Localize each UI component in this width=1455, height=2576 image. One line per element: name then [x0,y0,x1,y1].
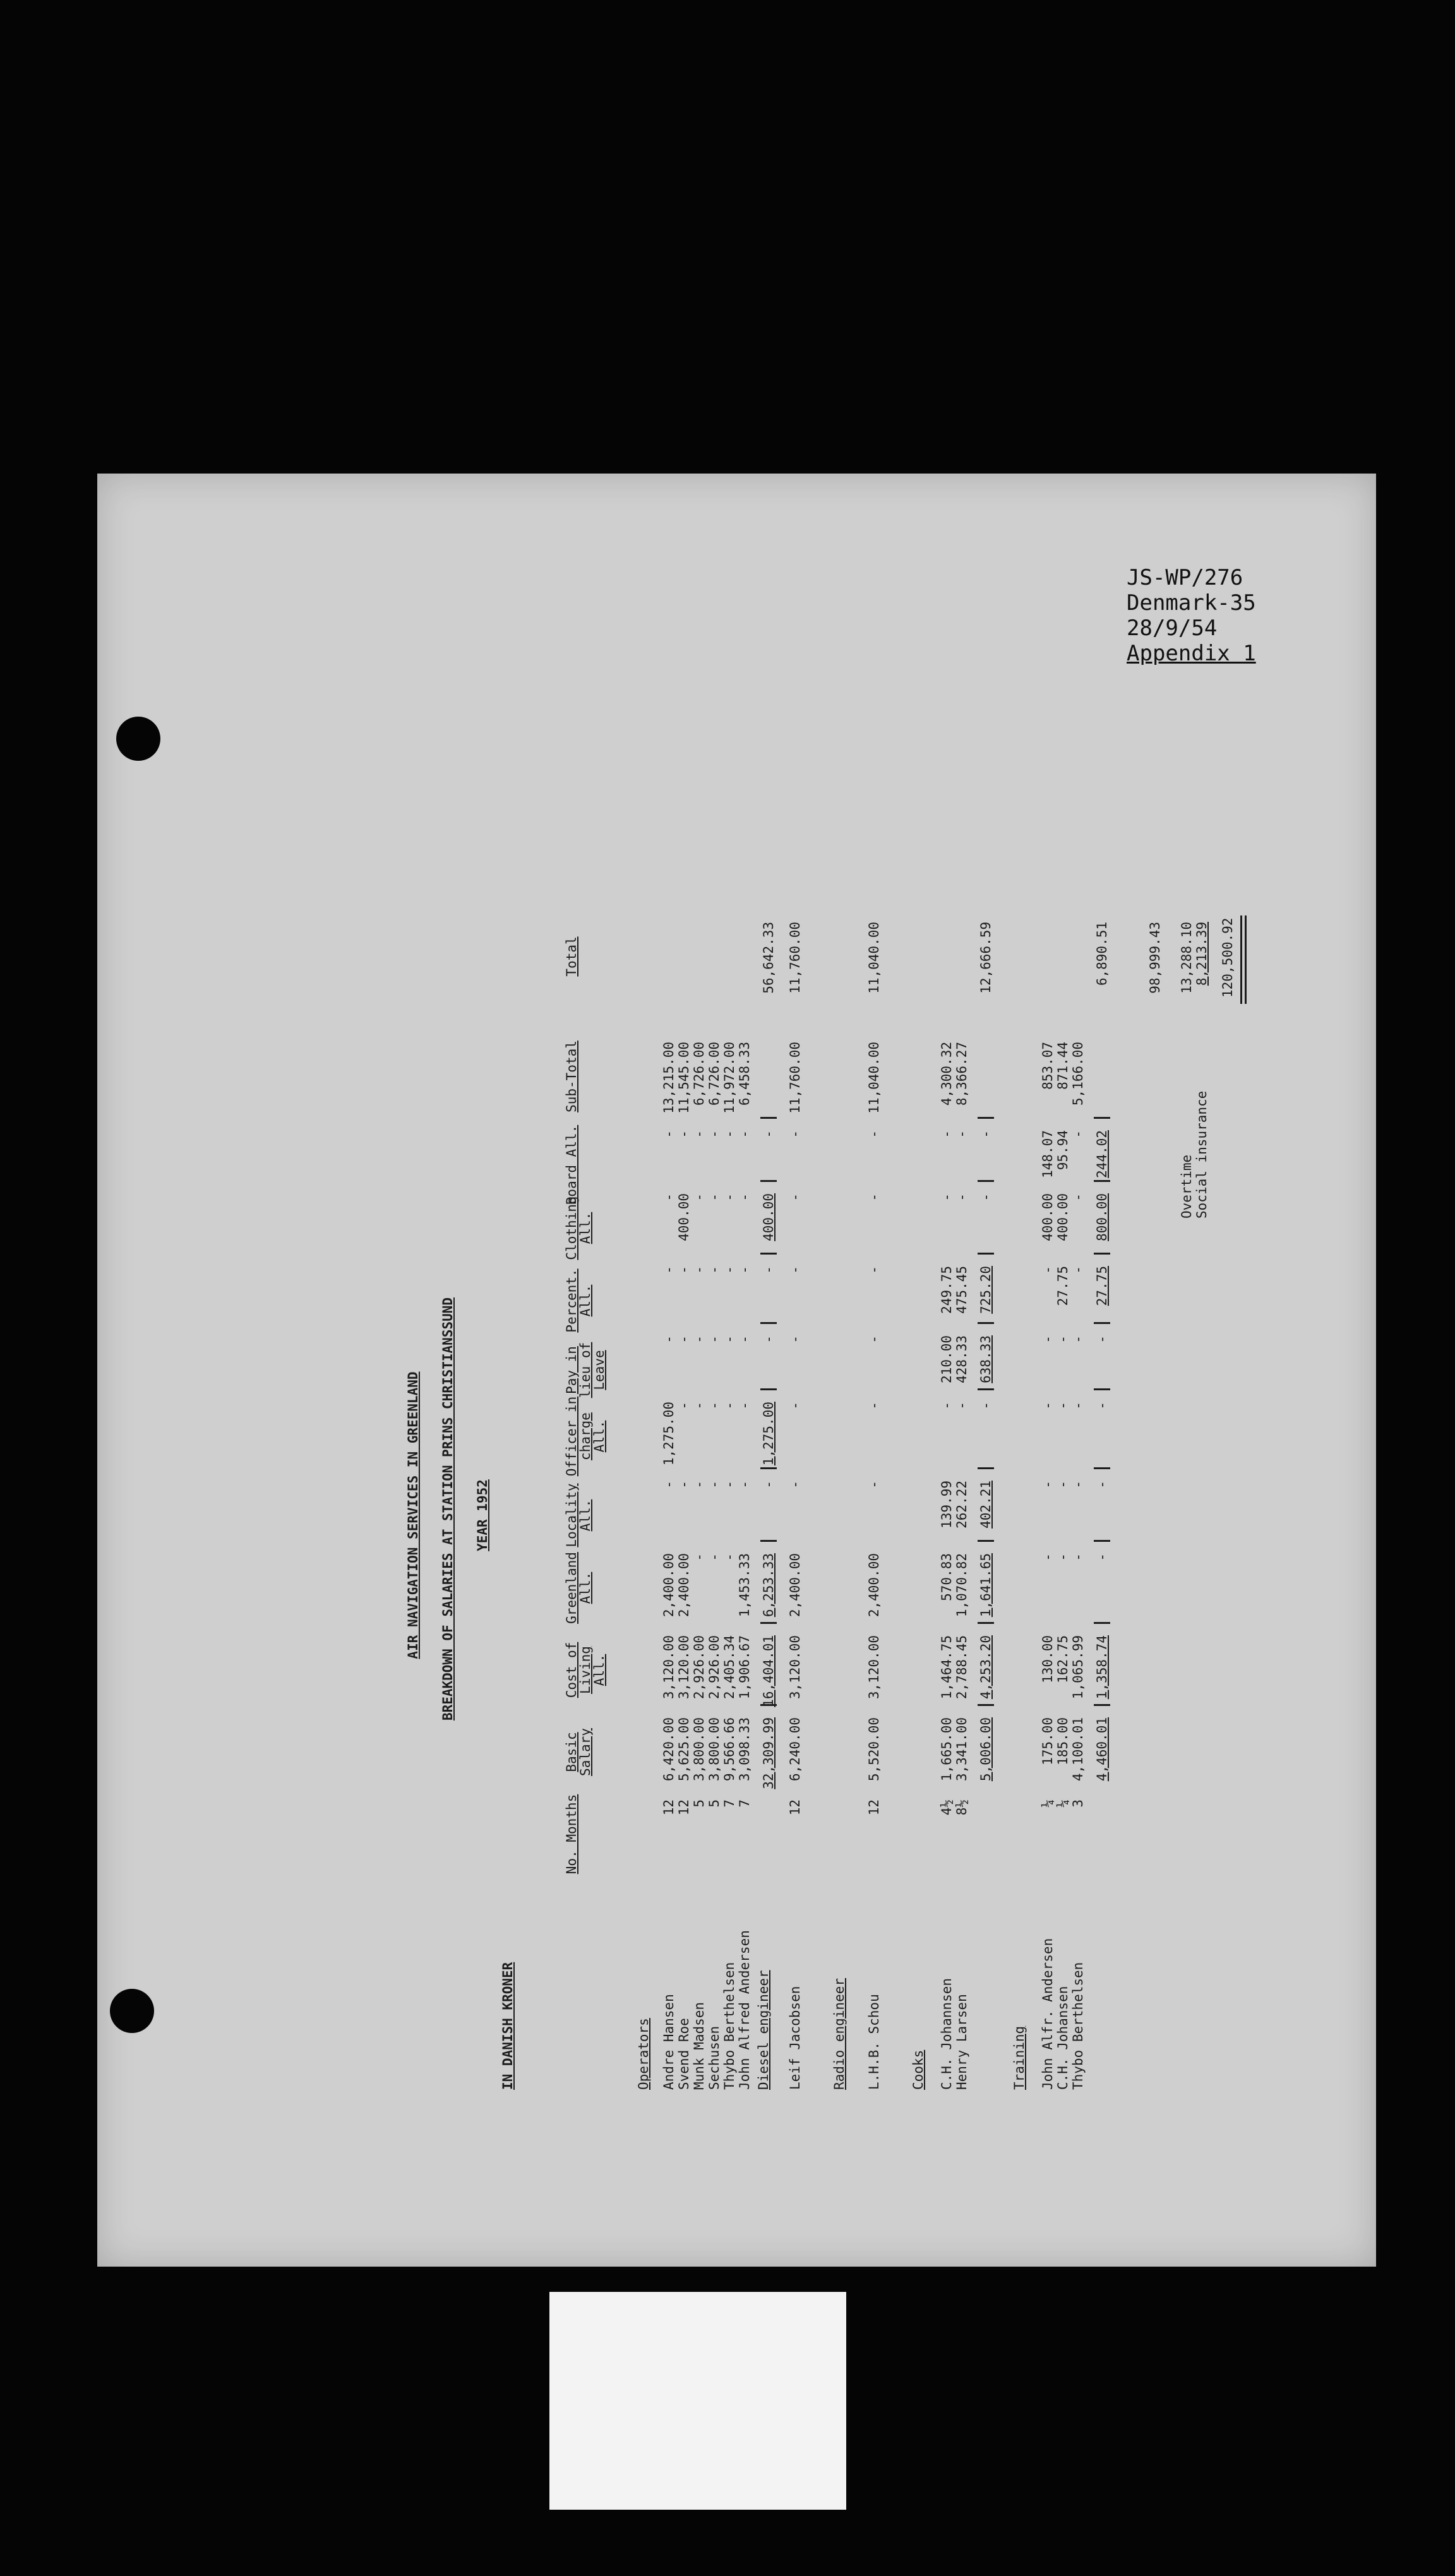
reference-block [1127,565,1256,666]
cell-greenland: - [1070,1553,1086,1561]
cell-officer: - [692,1402,707,1410]
cell-greenland: 2,400.00 [661,1553,676,1618]
row-months: 3 [1070,1799,1086,1808]
cell-leave: - [1055,1335,1070,1344]
cell-basic: 1,665.00 [939,1717,954,1782]
total-percent: 27.75 [1094,1266,1110,1306]
row-months: 5 [707,1799,722,1808]
cell-board: - [1070,1130,1086,1138]
row-months: 7 [722,1799,737,1808]
cell-subtotal: 13,215.00 [661,1042,676,1114]
row-name: Thybo Berthelsen [1070,1962,1086,2090]
cell-basic: 9,566.66 [722,1717,737,1782]
cell-clothing: - [954,1193,969,1202]
cell-board: 95.94 [1055,1130,1070,1171]
cell-col: 1,065.99 [1070,1635,1086,1700]
cell-col: 3,120.00 [676,1635,692,1700]
cell-locality: - [1070,1481,1086,1489]
total-board: 244.02 [1094,1130,1110,1178]
rule-mark [760,1117,777,1119]
cell-board: - [954,1130,969,1138]
cell-clothing: - [722,1193,737,1202]
cell-greenland: 2,400.00 [787,1553,803,1618]
cell-board: - [737,1130,752,1138]
cell-percent: - [707,1266,722,1274]
cell-board: - [866,1130,882,1138]
cell-clothing: - [939,1193,954,1202]
cell-basic: 5,625.00 [676,1717,692,1782]
cell-col: 2,405.34 [722,1635,737,1700]
cell-subtotal: 4,300.32 [939,1042,954,1106]
cell-leave: - [866,1335,882,1344]
cell-locality: - [866,1481,882,1489]
overtime-label: Overtime [1179,1154,1194,1219]
cell-basic: 4,100.01 [1070,1717,1086,1782]
ref-line-4: Appendix 1 [1127,641,1256,666]
cell-col: 1,906.67 [737,1635,752,1700]
header-officer: Officer in charge All. [564,1396,607,1477]
row-months: 4½ [939,1799,954,1816]
title-line-2: BREAKDOWN OF SALARIES AT STATION PRINS CHRISTIANSSUND [440,1297,455,1721]
white-card [549,2292,846,2510]
row-months: 5 [692,1799,707,1808]
row-name: John Alfr. Andersen [1040,1938,1055,2090]
ref-line-1: JS-WP/276 [1127,565,1243,590]
cell-greenland: - [692,1553,707,1561]
cell-col: 3,120.00 [661,1635,676,1700]
cell-subtotal: 11,972.00 [722,1042,737,1114]
total-locality: 402.21 [978,1481,993,1529]
row-months: 12 [661,1799,676,1816]
cell-basic: 175.00 [1040,1717,1055,1765]
ref-line-3: 28/9/54 [1127,616,1218,641]
cell-col: 2,788.45 [954,1635,969,1700]
total-clothing: 800.00 [1094,1193,1110,1241]
cell-col: 3,120.00 [787,1635,803,1700]
double-rule [1240,915,1247,1004]
row-months: 12 [787,1799,803,1816]
cell-officer: - [676,1402,692,1410]
social-insurance-label: Social insurance [1194,1090,1209,1219]
cell-percent: 249.75 [939,1266,954,1314]
cell-board: - [787,1130,803,1138]
total-greenland: 6,253.33 [761,1553,776,1618]
cell-clothing: - [737,1193,752,1202]
cell-locality: - [676,1481,692,1489]
cell-leave: - [722,1335,737,1344]
cell-percent: - [787,1266,803,1274]
cell-leave: - [676,1335,692,1344]
row-name: Svend Roe [676,2018,692,2090]
cell-subtotal: 871.44 [1055,1042,1070,1090]
total-leave: 638.33 [978,1335,993,1383]
cell-basic: 6,240.00 [787,1717,803,1782]
cell-subtotal: 5,166.00 [1070,1042,1086,1106]
cell-percent: - [661,1266,676,1274]
cell-leave: - [737,1335,752,1344]
header-greenland: Greenland All. [564,1552,593,1624]
cell-col: 2,926.00 [707,1635,722,1700]
cell-locality: - [787,1481,803,1489]
cell-col: 1,464.75 [939,1635,954,1700]
cell-leave: 428.33 [954,1335,969,1383]
header-subtotal: Sub-Total [564,1041,579,1112]
cell-board: - [661,1130,676,1138]
row-name: Munk Madsen [692,2001,707,2090]
total-greenland: 1,641.65 [978,1553,993,1618]
row-months: 7 [737,1799,752,1808]
cell-col: 162.75 [1055,1635,1070,1683]
row-months: 8½ [954,1799,969,1816]
punch-hole [110,1989,154,2033]
cell-board: - [692,1130,707,1138]
section-diesel: Diesel engineer [756,1970,771,2090]
total-greenland: - [1094,1553,1110,1561]
cell-clothing: 400.00 [1055,1193,1070,1241]
cell-basic: 3,800.00 [692,1717,707,1782]
total-col: 1,358.74 [1094,1635,1110,1700]
cell-locality: - [661,1481,676,1489]
cell-officer: - [1055,1402,1070,1410]
section-cooks: Cooks [911,2049,926,2090]
row-name: Thybo Berthelsen [722,1962,737,2090]
cell-clothing: 400.00 [1040,1193,1055,1241]
cell-basic: 3,800.00 [707,1717,722,1782]
cell-percent: - [692,1266,707,1274]
cell-greenland: 1,453.33 [737,1553,752,1618]
cell-basic: 3,098.33 [737,1717,752,1782]
cell-greenland: - [1055,1553,1070,1561]
total-clothing: - [978,1193,993,1202]
section-operators: Operators [636,2018,651,2090]
cell-basic: 6,420.00 [661,1717,676,1782]
ref-line-2: Denmark-35 [1127,590,1256,616]
cell-col: 130.00 [1040,1635,1055,1683]
cell-officer: - [954,1402,969,1410]
cell-subtotal: 8,366.27 [954,1042,969,1106]
cell-basic: 5,520.00 [866,1717,882,1782]
row-name: John Alfred Andersen [737,1930,752,2090]
cell-board: - [707,1130,722,1138]
cell-percent: - [676,1266,692,1274]
section-total: 12,666.59 [978,922,993,994]
header-board: Board All. [564,1124,579,1205]
rule-mark [1094,1117,1110,1119]
cell-locality: - [722,1481,737,1489]
cell-subtotal: 853.07 [1040,1042,1055,1090]
row-name: Sechusen [707,2025,722,2090]
cell-leave: - [1040,1335,1055,1344]
total-leave: - [1094,1335,1110,1344]
header-clothing: Clothing All. [564,1196,593,1260]
title-line-3: YEAR 1952 [475,1479,490,1551]
cell-leave: - [692,1335,707,1344]
cell-locality: - [737,1481,752,1489]
row-months: ¼ [1040,1799,1055,1808]
total-officer: - [1094,1402,1110,1410]
cell-subtotal: 11,545.00 [676,1042,692,1114]
cell-leave: - [787,1335,803,1344]
cell-subtotal: 6,458.33 [737,1042,752,1106]
cell-percent: 27.75 [1055,1266,1070,1306]
cell-clothing: - [787,1193,803,1202]
cell-percent: - [866,1266,882,1274]
cell-greenland: 2,400.00 [866,1553,882,1618]
row-name: C.H. Johannsen [939,1977,954,2090]
cell-officer: 1,275.00 [661,1402,676,1466]
cell-subtotal: 11,760.00 [787,1042,803,1114]
cell-greenland: 2,400.00 [676,1553,692,1618]
total-officer: - [978,1402,993,1410]
cell-board: - [722,1130,737,1138]
section-total: 11,040.00 [866,922,882,994]
row-months: 12 [676,1799,692,1816]
cell-greenland: 1,070.82 [954,1553,969,1618]
cell-locality: 262.22 [954,1481,969,1529]
total-percent: - [761,1266,776,1274]
cell-col: 3,120.00 [866,1635,882,1700]
cell-leave: - [707,1335,722,1344]
cell-locality: - [707,1481,722,1489]
section-total: 56,642.33 [761,922,776,994]
cell-locality: - [692,1481,707,1489]
cell-officer: - [1070,1402,1086,1410]
rotated-table [372,890,1319,2090]
cell-officer: - [737,1402,752,1410]
header-basic: Basic Salary [564,1728,593,1776]
header-total: Total [564,936,579,977]
section-total: 6,890.51 [1094,922,1110,986]
summary-subtotal: 98,999.43 [1147,922,1163,994]
total-locality: - [761,1481,776,1489]
total-board: - [761,1130,776,1138]
cell-greenland: - [1040,1553,1055,1561]
cell-clothing: 400.00 [676,1193,692,1241]
total-leave: - [761,1335,776,1344]
grand-total: 120,500.92 [1220,917,1235,998]
cell-clothing: - [707,1193,722,1202]
cell-subtotal: 6,726.00 [692,1042,707,1106]
cell-officer: - [1040,1402,1055,1410]
cell-greenland: - [707,1553,722,1561]
cell-locality: 139.99 [939,1481,954,1529]
cell-basic: 185.00 [1055,1717,1070,1765]
total-officer: 1,275.00 [761,1402,776,1466]
section-training: Training [1012,2025,1027,2090]
currency-label: IN DANISH KRONER [500,1962,515,2090]
cell-officer: - [707,1402,722,1410]
cell-percent: - [737,1266,752,1274]
cell-basic: 3,341.00 [954,1717,969,1782]
total-board: - [978,1130,993,1138]
header-months: No. Months [564,1794,579,1875]
cell-officer: - [722,1402,737,1410]
cell-clothing: - [692,1193,707,1202]
header-col: Cost of Living All. [564,1642,607,1698]
header-leave: Pay in lieu of Leave [564,1342,607,1398]
cell-greenland: 570.83 [939,1553,954,1601]
cell-clothing: - [661,1193,676,1202]
cell-board: 148.07 [1040,1130,1055,1178]
cell-locality: - [1055,1481,1070,1489]
cell-greenland: - [722,1553,737,1561]
section-total: 11,760.00 [787,922,803,994]
total-locality: - [1094,1481,1110,1489]
title-line-1: AIR NAVIGATION SERVICES IN GREENLAND [405,1371,421,1659]
document-page [97,474,1376,2267]
total-col: 4,253.20 [978,1635,993,1700]
row-name: Andre Hansen [661,1994,676,2090]
cell-subtotal: 11,040.00 [866,1042,882,1114]
cell-board: - [676,1130,692,1138]
row-months: ¼ [1055,1799,1070,1808]
cell-leave: - [661,1335,676,1344]
cell-col: 2,926.00 [692,1635,707,1700]
cell-officer: - [866,1402,882,1410]
cell-leave: - [1070,1335,1086,1344]
total-basic: 32,309.99 [761,1717,776,1789]
section-radio: Radio engineer [832,1977,847,2090]
total-col: 16,404.01 [761,1635,776,1707]
rule-mark [978,1117,994,1119]
cell-board: - [939,1130,954,1138]
social-insurance-value: 8,213.39 [1194,922,1209,986]
row-name: C.H. Johansen [1055,1986,1070,2090]
cell-percent: 475.45 [954,1266,969,1314]
cell-percent: - [722,1266,737,1274]
total-percent: 725.20 [978,1266,993,1314]
cell-leave: 210.00 [939,1335,954,1383]
header-percent: Percent. All. [564,1268,593,1333]
overtime-value: 13,288.10 [1179,922,1194,994]
total-basic: 4,460.01 [1094,1717,1110,1782]
row-name: L.H.B. Schou [866,1994,882,2090]
punch-hole [116,717,160,761]
cell-locality: - [1040,1481,1055,1489]
total-clothing: 400.00 [761,1193,776,1241]
cell-percent: - [1070,1266,1086,1274]
row-name: Henry Larsen [954,1994,969,2090]
header-locality: Locality All. [564,1483,593,1547]
cell-percent: - [1040,1266,1055,1274]
cell-officer: - [787,1402,803,1410]
cell-subtotal: 6,726.00 [707,1042,722,1106]
cell-clothing: - [1070,1193,1086,1202]
total-basic: 5,006.00 [978,1717,993,1782]
cell-officer: - [939,1402,954,1410]
cell-clothing: - [866,1193,882,1202]
row-name: Leif Jacobsen [787,1986,803,2090]
row-months: 12 [866,1799,882,1816]
